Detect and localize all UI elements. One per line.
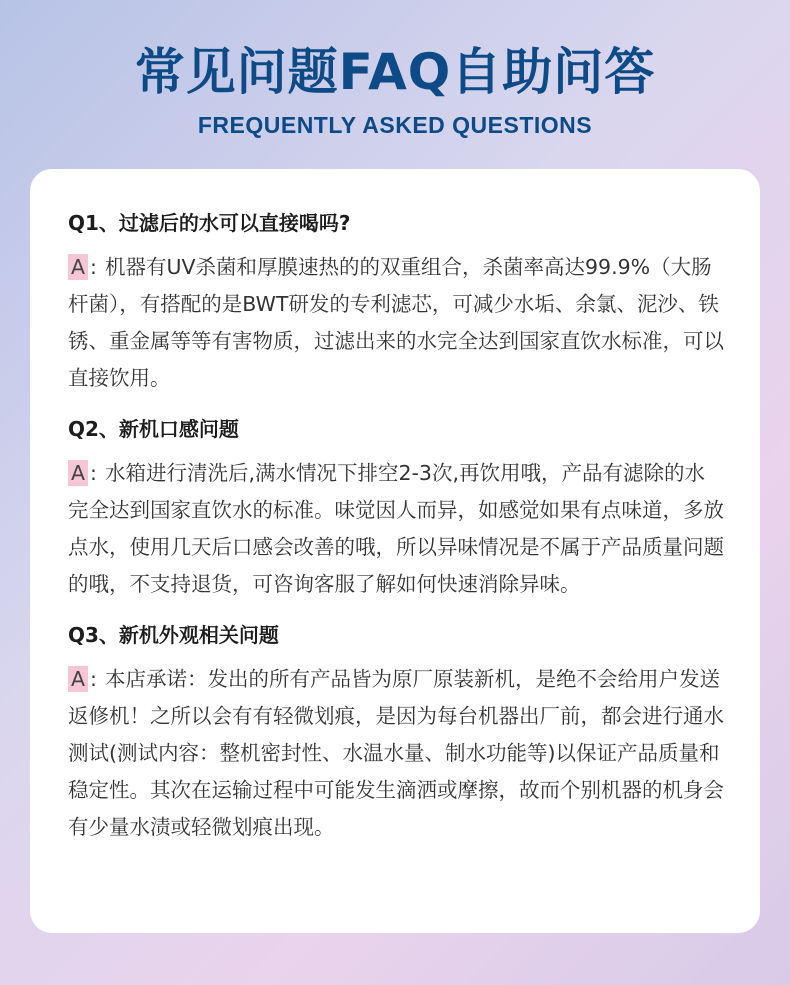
faq-answer [68, 661, 724, 846]
answer-colon: : [90, 255, 97, 279]
faq-question: Q1、过滤后的水可以直接喝吗? [68, 211, 351, 235]
faq-answer [68, 455, 724, 603]
faq-answer [68, 249, 724, 397]
answer-label: A [68, 666, 88, 692]
page-title: 常见问题FAQ自助问答 [134, 43, 656, 101]
answer-label: A [68, 460, 88, 486]
faq-item-1 [68, 209, 724, 397]
faq-item-2 [68, 415, 724, 603]
answer-label: A [68, 254, 88, 280]
faq-card [30, 169, 760, 933]
faq-question: Q3、新机外观相关问题 [68, 623, 279, 647]
faq-answer-text: 水箱进行清洗后,满水情况下排空2-3次,再饮用哦，产品有滤除的水完全达到国家直饮水的标准。味觉因人而异，如感觉如果有点味道，多放点水，使用几天后口感会改善的哦，所以异味情况是不属于产品质量问题的哦，不支持退货，可咨询客服了解如何快速消除异味。 [68, 461, 724, 596]
page-subtitle: FREQUENTLY ASKED QUESTIONS [197, 112, 593, 138]
faq-answer-text: 本店承诺：发出的所有产品皆为原厂原装新机，是绝不会给用户发送返修机！之所以会有有轻微划痕，是因为每台机器出厂前，都会进行通水测试(测试内容：整机密封性、水温水量、制水功能等)以保证产品质量和稳定性。其次在运输过程中可能发生滴洒或摩擦，故而个别机器的机身会有少量水渍或轻微划痕出现。 [68, 667, 724, 839]
answer-colon: : [90, 667, 97, 691]
answer-colon: : [90, 461, 97, 485]
faq-answer-text: 机器有UV杀菌和厚膜速热的的双重组合，杀菌率高达99.9%（大肠杆菌），有搭配的是BWT研发的专利滤芯，可减少水垢、余氯、泥沙、铁锈、重金属等等有害物质，过滤出来的水完全达到国家直饮水标准，可以直接饮用。 [68, 255, 724, 390]
faq-item-3 [68, 621, 724, 846]
faq-question: Q2、新机口感问题 [68, 417, 239, 441]
